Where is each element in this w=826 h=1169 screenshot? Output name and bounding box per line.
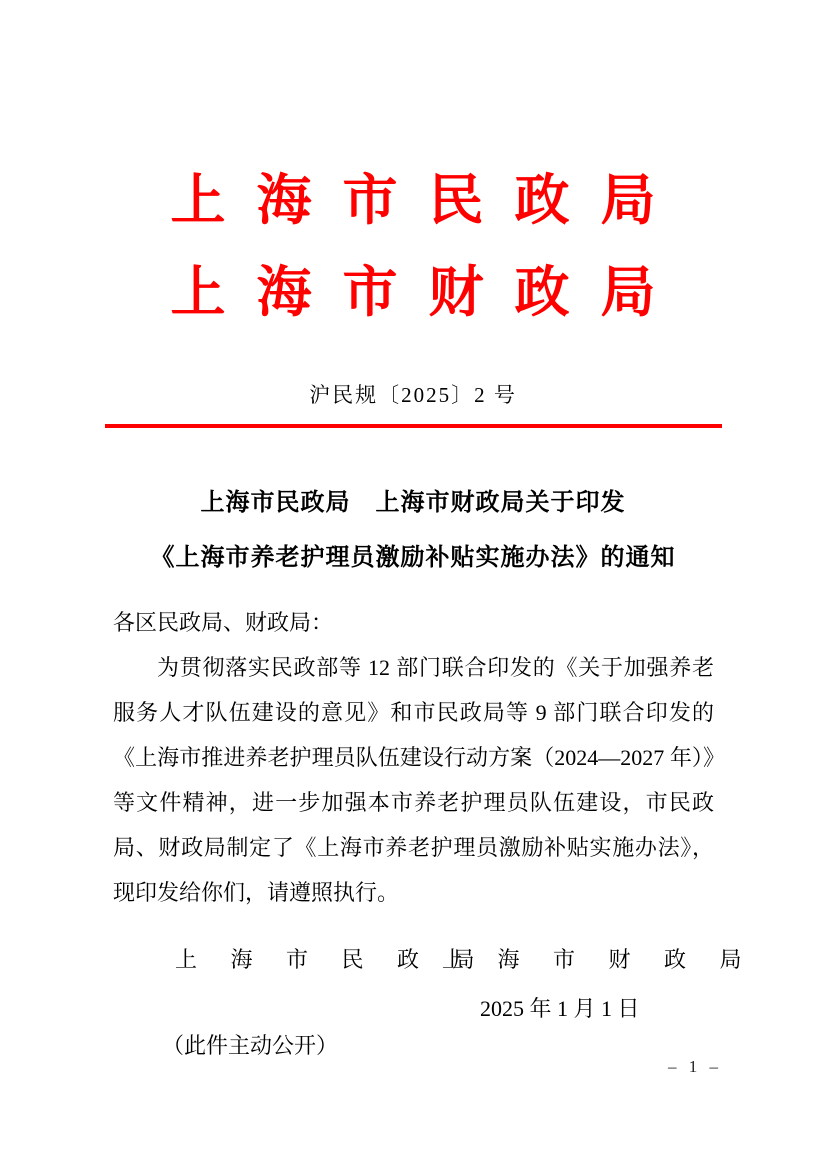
document-body — [113, 600, 714, 915]
page-number: – 1 – — [668, 1057, 722, 1076]
title-line-2: 《上海市养老护理员激励补贴实施办法》的通知 — [150, 545, 676, 571]
title-line-1: 上海市民政局 上海市财政局关于印发 — [200, 490, 626, 516]
document-number: 沪民规〔2025〕2 号 — [309, 383, 517, 407]
signature-org-right: 上 海 市 财 政 局 — [442, 947, 756, 972]
red-divider-line — [105, 424, 722, 428]
signature-org-left: 上 海 市 民 政 局 — [175, 947, 489, 972]
body-paragraph: 为贯彻落实民政部等 12 部门联合印发的《关于加强养老服务人才队伍建设的意见》和市民政局等 9 部门联合印发的《上海市推进养老护理员队伍建设行动方案（2024—2027 年）》等文件精神，进一步加强本市养老护理员队伍建设，市民政局、财政局制定了《上海市养老护理员激励补贴实施办法》，现印发给你们，请遵照执行。 — [113, 655, 714, 905]
disclosure-note: （此件主动公开） — [162, 1033, 339, 1058]
salutation: 各区民政局、财政局： — [113, 610, 334, 635]
signature-date: 2025 年 1 月 1 日 — [480, 996, 640, 1021]
document-title — [0, 476, 826, 586]
letterhead-org-civil-affairs: 上海市民政局 — [170, 170, 687, 231]
letterhead-org-finance: 上海市财政局 — [170, 262, 687, 323]
